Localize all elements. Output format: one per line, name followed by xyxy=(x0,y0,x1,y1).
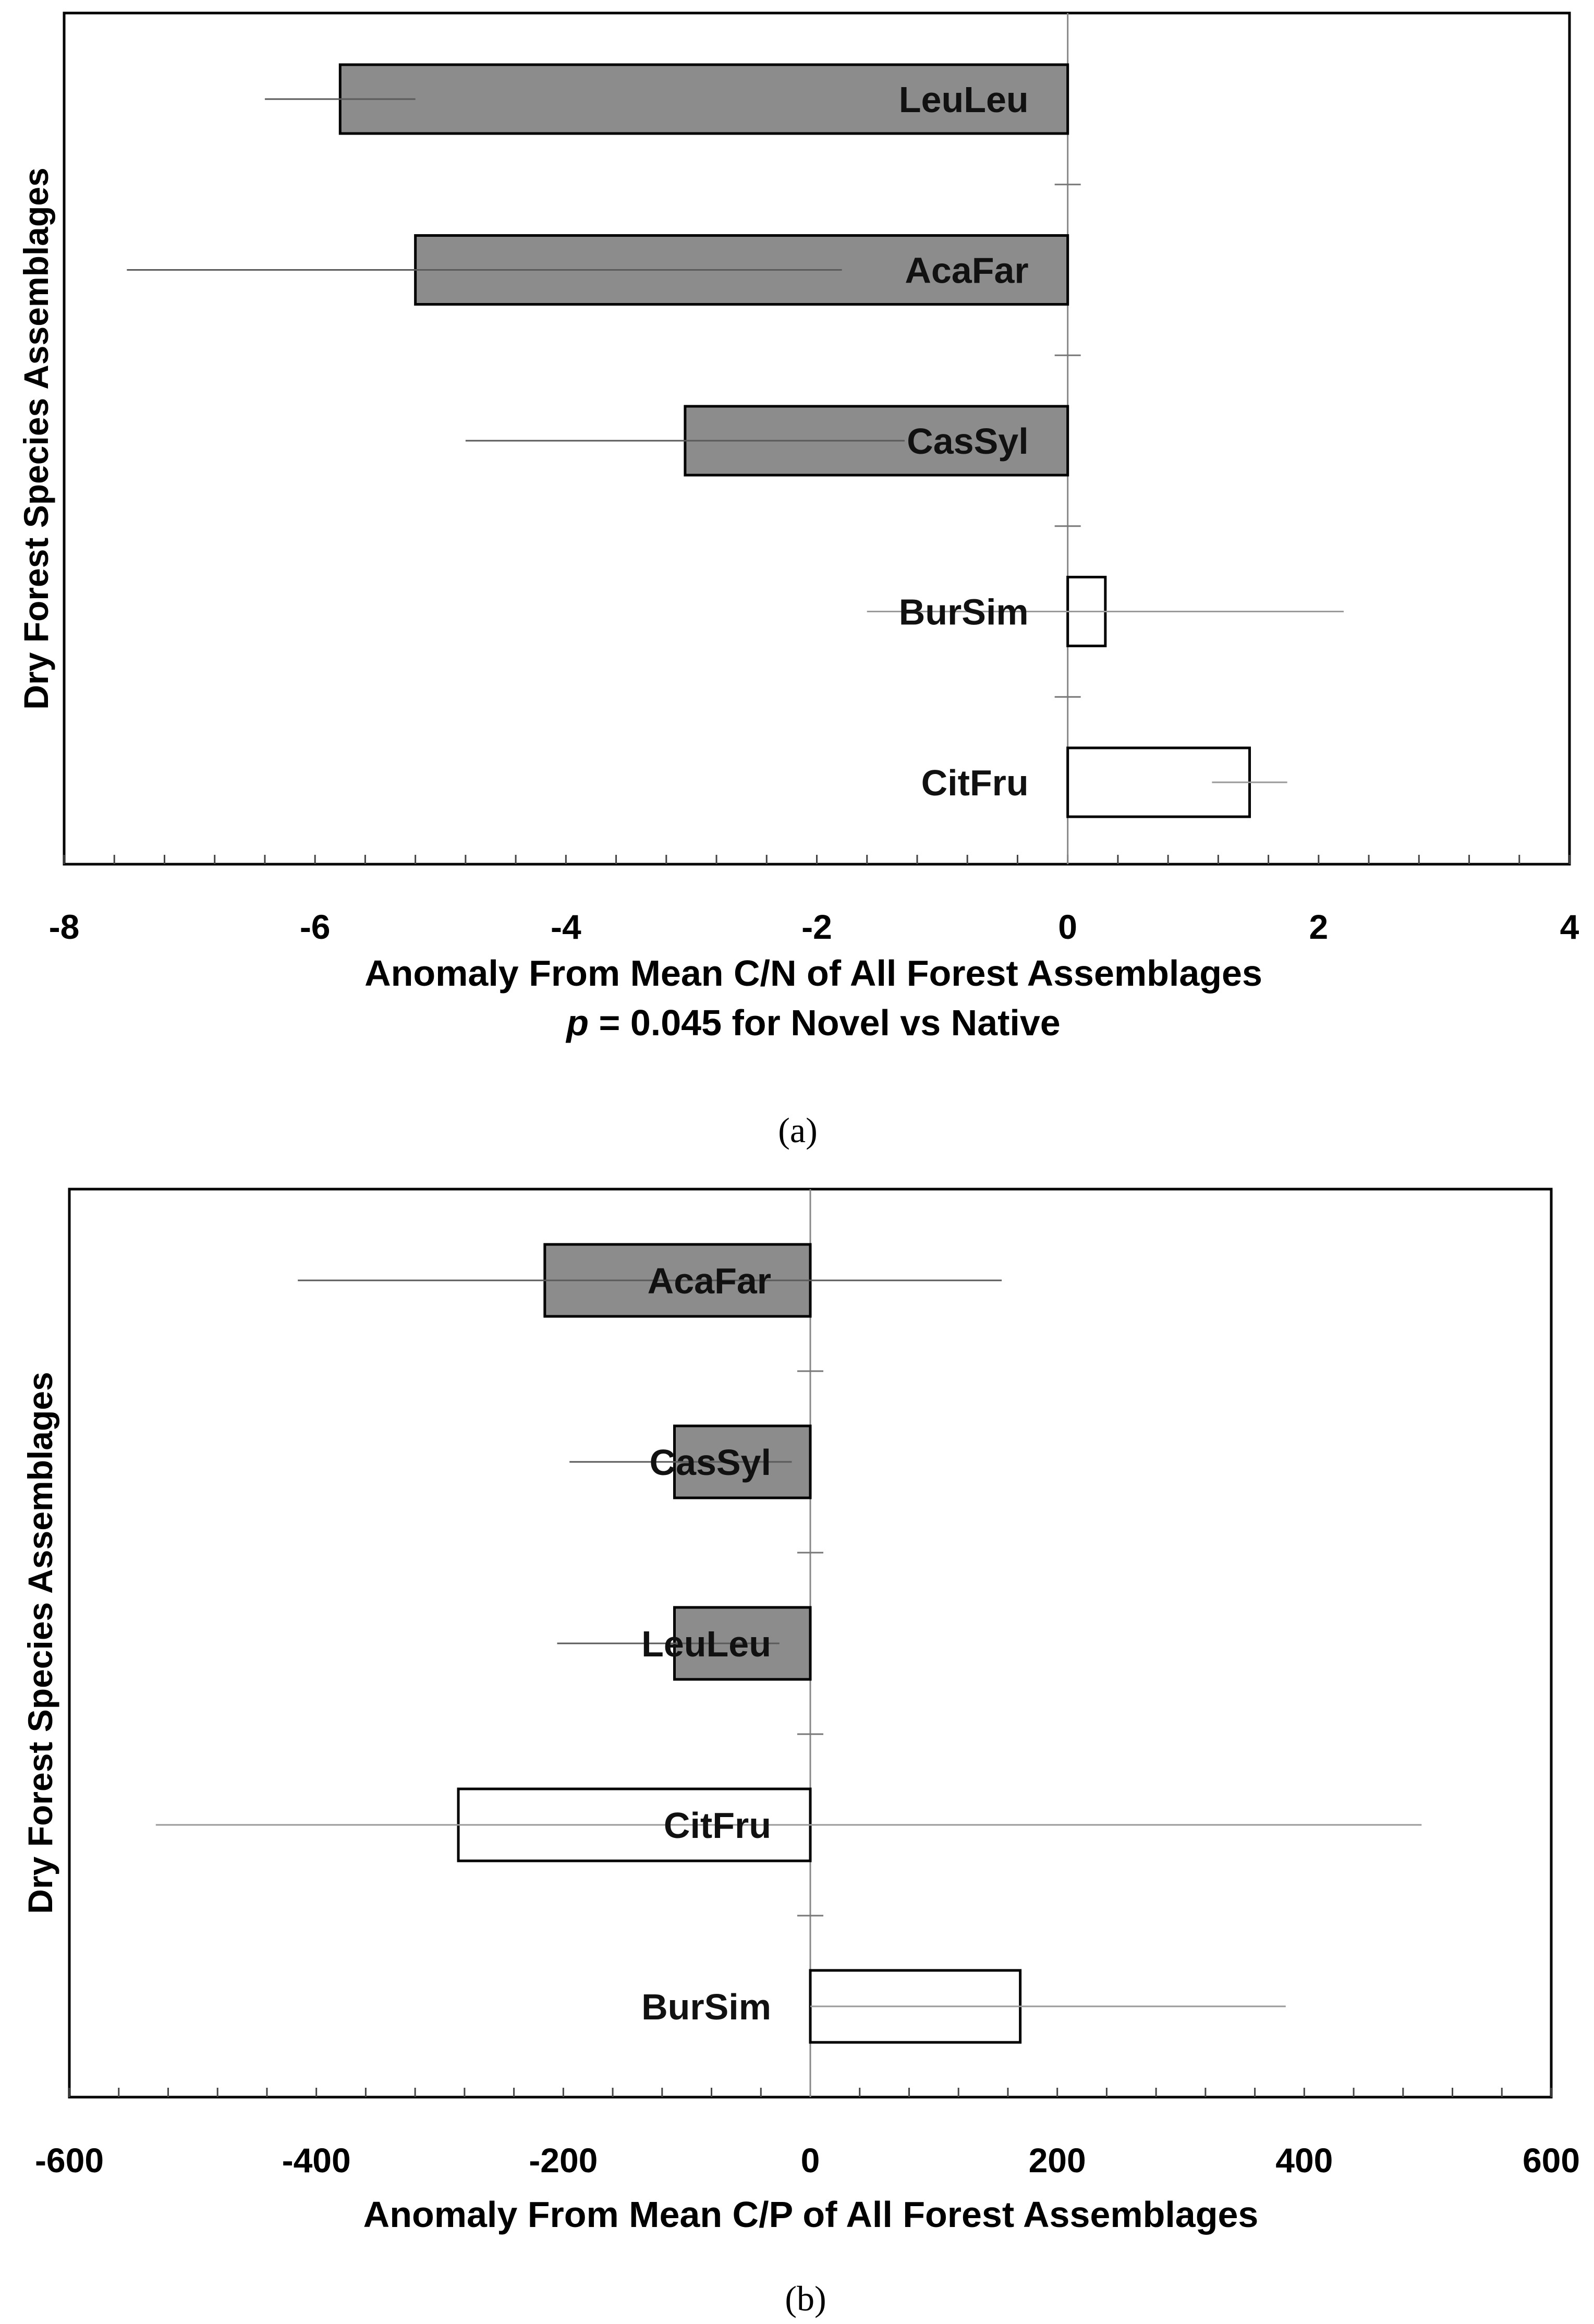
bar-label: CitFru xyxy=(663,1805,771,1846)
x-axis-subtitle xyxy=(565,1002,1060,1043)
bar-label: BurSim xyxy=(641,1987,771,2027)
bar-label: CitFru xyxy=(921,762,1029,803)
x-axis-label: Anomaly From Mean C/N of All Forest Assemblages xyxy=(364,953,1262,994)
x-tick-label: 4 xyxy=(1560,907,1579,946)
y-axis-label: Dry Forest Species Assemblages xyxy=(17,167,55,710)
x-tick-label: -8 xyxy=(48,907,80,946)
bar-label: AcaFar xyxy=(905,250,1029,291)
x-tick-label: -4 xyxy=(550,907,581,946)
x-tick-label: 0 xyxy=(800,2141,820,2180)
panel-b xyxy=(21,1189,1580,2318)
x-tick-label: 400 xyxy=(1275,2141,1333,2180)
x-tick-label: -2 xyxy=(801,907,832,946)
panel-label-a: (a) xyxy=(778,1110,818,1150)
bar-label: AcaFar xyxy=(647,1261,771,1301)
x-tick-label: 600 xyxy=(1522,2141,1580,2180)
x-tick-label: -6 xyxy=(299,907,331,946)
x-axis-ticks xyxy=(49,855,1579,946)
x-tick-label: -200 xyxy=(529,2141,598,2180)
bars xyxy=(127,13,1344,864)
panel-label-b: (b) xyxy=(785,2279,826,2318)
bar-label: CasSyl xyxy=(907,421,1029,462)
x-tick-label: 0 xyxy=(1058,907,1078,946)
y-axis-label: Dry Forest Species Assemblages xyxy=(21,1372,59,1914)
x-tick-label: -400 xyxy=(282,2141,351,2180)
x-tick-label: 2 xyxy=(1309,907,1329,946)
bar-label: LeuLeu xyxy=(898,79,1029,120)
p-symbol: p xyxy=(566,1002,589,1043)
x-tick-label: 200 xyxy=(1028,2141,1086,2180)
bars xyxy=(156,1189,1422,2097)
bar-label: LeuLeu xyxy=(641,1624,771,1664)
x-tick-label: -600 xyxy=(34,2141,104,2180)
x-axis-label: Anomaly From Mean C/P of All Forest Assemblages xyxy=(363,2194,1259,2235)
bar-label: CasSyl xyxy=(649,1442,771,1483)
x-axis-ticks xyxy=(35,2088,1580,2180)
panel-a xyxy=(17,13,1579,1150)
bar-label: BurSim xyxy=(898,591,1029,633)
p-value-text: = 0.045 for Novel vs Native xyxy=(589,1002,1061,1043)
